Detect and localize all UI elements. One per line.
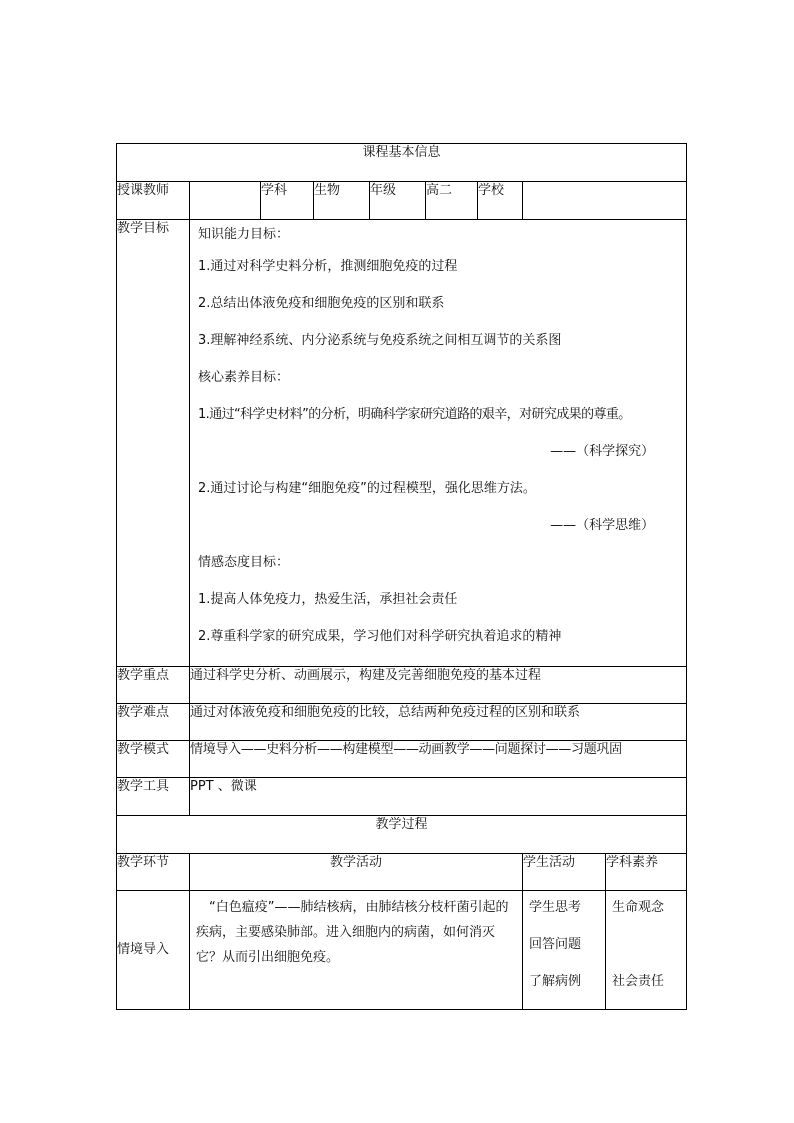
student-activity-header: 学生活动 (523, 854, 606, 891)
goal-line: ——（科学思维） (550, 518, 655, 533)
process-student-cell (523, 891, 606, 1010)
difficulty-row (117, 704, 687, 741)
goal-line: 3.理解神经系统、内分泌系统与免疫系统之间相互调节的关系图 (198, 333, 562, 348)
teacher-label: 授课教师 (117, 182, 190, 220)
teaching-goals-label: 教学目标 (117, 220, 190, 667)
goal-line: 1.提高人体免疫力，热爱生活，承担社会责任 (198, 592, 458, 607)
key-point-value: 通过科学史分析、动画展示，构建及完善细胞免疫的基本过程 (190, 667, 687, 704)
goal-line: 情感态度目标： (198, 555, 290, 570)
teaching-mode-value: 情境导入——史料分析——构建模型——动画教学——问题探讨——习题巩固 (190, 741, 687, 778)
grade-label: 年级 (370, 182, 426, 220)
student-activity-item: 了解病例 (529, 974, 582, 989)
goal-line: 1.通过对科学史料分析，推测细胞免疫的过程 (198, 259, 458, 274)
student-activity-item: 回答问题 (529, 937, 582, 952)
basic-info-header-row (117, 144, 687, 182)
goal-line: ——（科学探究） (550, 444, 655, 459)
lesson-plan-table (116, 143, 687, 1010)
activity-header: 教学活动 (190, 854, 523, 891)
teaching-goals-row (117, 220, 687, 667)
process-activity-cell (190, 891, 523, 1010)
difficulty-value: 通过对体液免疫和细胞免疫的比较，总结两种免疫过程的区别和联系 (190, 704, 687, 741)
process-title: 教学过程 (117, 816, 687, 854)
subject-value: 生物 (314, 182, 370, 220)
teacher-value (190, 182, 261, 220)
teaching-tools-row (117, 778, 687, 816)
goal-line: 2.总结出体液免疫和细胞免疫的区别和联系 (198, 296, 445, 311)
grade-value: 高二 (426, 182, 478, 220)
process-stage: 情境导入 (117, 891, 190, 1010)
literacy-item: 社会责任 (612, 974, 665, 989)
teaching-goals-content (190, 220, 687, 667)
student-activity-item: 学生思考 (529, 900, 582, 915)
basic-info-title: 课程基本信息 (117, 144, 687, 182)
goal-line: 核心素养目标： (198, 370, 290, 385)
process-row (117, 891, 687, 1010)
key-point-label: 教学重点 (117, 667, 190, 704)
school-label: 学校 (478, 182, 523, 220)
teaching-tools-value: PPT 、微课 (190, 778, 687, 816)
literacy-header: 学科素养 (606, 854, 687, 891)
teaching-mode-row (117, 741, 687, 778)
process-activity: “白色瘟疫”——肺结核病，由肺结核分枝杆菌引起的疾病，主要感染肺部。进入细胞内的病菌，如何消灭它？从而引出细胞免疫。 (196, 900, 509, 965)
basic-info-row (117, 182, 687, 220)
literacy-item (612, 932, 686, 969)
teaching-tools-label: 教学工具 (117, 778, 190, 816)
literacy-item: 生命观念 (612, 900, 665, 915)
stage-header: 教学环节 (117, 854, 190, 891)
goal-line: 2.尊重科学家的研究成果，学习他们对科学研究执着追求的精神 (198, 629, 562, 644)
subject-label: 学科 (261, 182, 314, 220)
goal-line: 知识能力目标： (198, 227, 290, 242)
key-point-row (117, 667, 687, 704)
school-value (523, 182, 687, 220)
goal-line: 1.通过“科学史材料”的分析，明确科学家研究道路的艰辛，对研究成果的尊重。 (198, 407, 631, 422)
teaching-mode-label: 教学模式 (117, 741, 190, 778)
process-literacy-cell (606, 891, 687, 1010)
goal-line: 2.通过讨论与构建“细胞免疫”的过程模型，强化思维方法。 (198, 481, 536, 496)
difficulty-label: 教学难点 (117, 704, 190, 741)
process-header-row (117, 854, 687, 891)
process-title-row (117, 816, 687, 854)
